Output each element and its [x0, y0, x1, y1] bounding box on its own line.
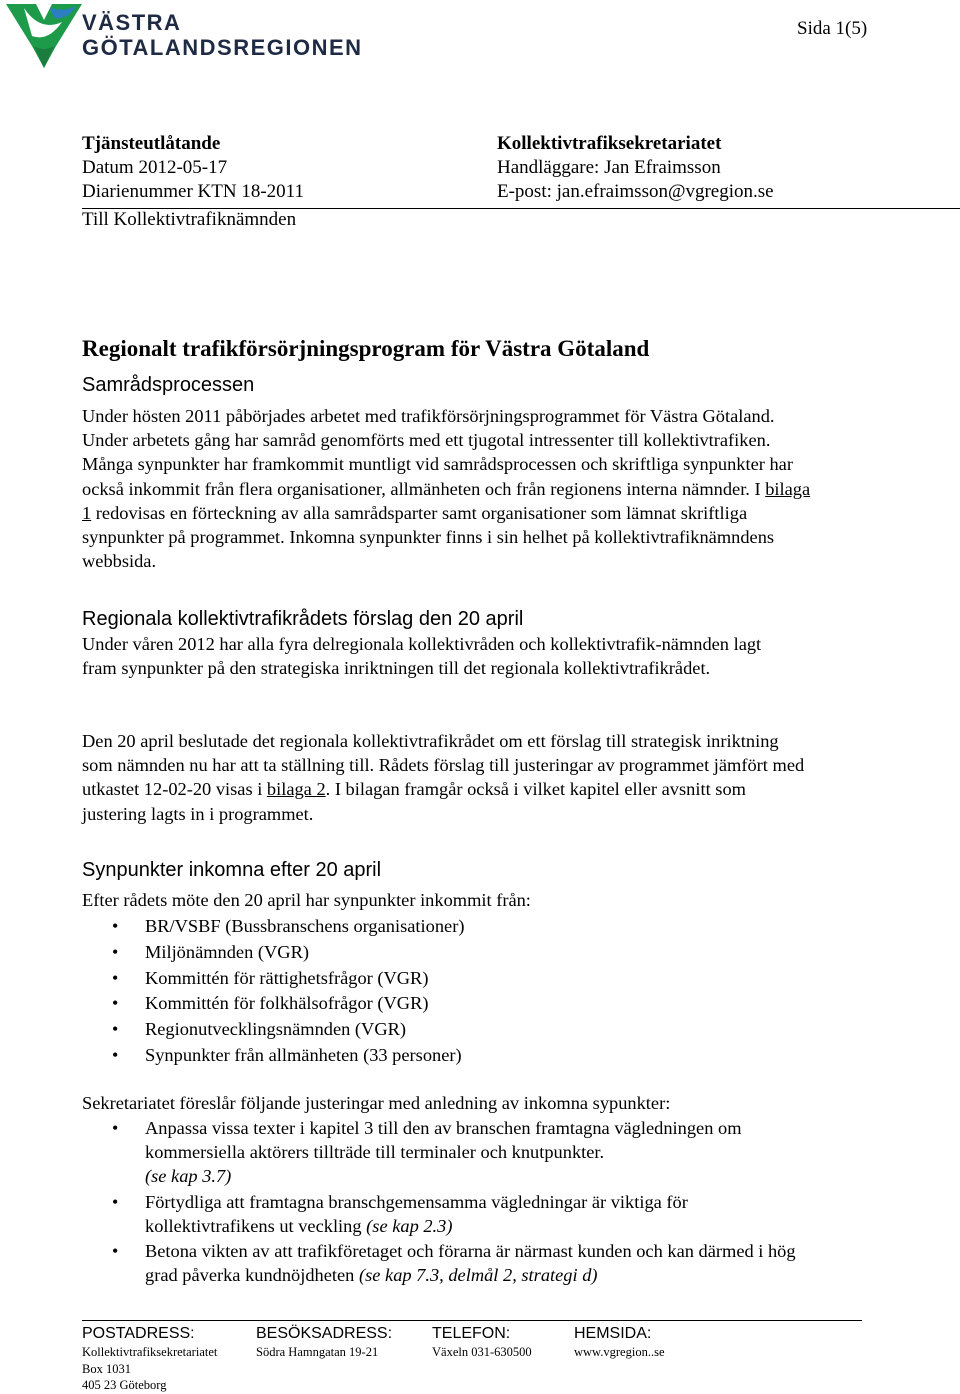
visit-label: BESÖKSADRESS:: [256, 1325, 393, 1342]
synpunkter-intro: Efter rådets möte den 20 april har synpunkter inkommit från:: [82, 890, 531, 910]
web-value[interactable]: www.vgregion..se: [574, 1345, 665, 1359]
org-name-line1: VÄSTRA: [82, 10, 182, 35]
diary-number: Diarienummer KTN 18-2011: [82, 181, 304, 202]
section-heading-synpunkter: Synpunkter inkomna efter 20 april: [82, 859, 382, 881]
section-heading-samrad: Samrådsprocessen: [82, 374, 255, 396]
section-heading-forslag: Regionala kollektivtrafikrådets förslag den 20 april: [82, 608, 524, 630]
page-number: Sida 1(5): [797, 18, 868, 39]
text-span: redovisas en förteckning av alla samrådsparter samt organisationer som lämnat skriftliga synpunkter på programmet. Inkomna synpunkter finns i sin helhet på kollektivtrafiknämndens webbsida.: [82, 502, 775, 572]
proposal-text: Förtydliga att framtagna branschgemensamma vägledningar är viktiga för kollektivtrafikens ut veckling: [145, 1191, 688, 1236]
text-span: Under hösten 2011 påbörjades arbetet med trafikförsörjningsprogrammet för Västra Götaland. Under arbetets gång har samråd genomförts med ett tjugotal intressenter till kollektivtrafiken. Många synpunkter har framkommit muntligt vid samrådsprocessen och skriftliga synpunkter har också inkommit från flera organisationer, allmänheten och från regionens interna nämnder. I: [82, 406, 793, 499]
proposal-intro: Sekretariatet föreslår följande justeringar med anledning av inkomna sypunkter:: [82, 1093, 671, 1113]
list-item: [82, 1239, 802, 1287]
doc-type: Tjänsteutlåtande: [82, 133, 221, 154]
postal-line: 405 23 Göteborg: [82, 1378, 167, 1392]
proposal-list: [82, 1116, 802, 1287]
doc-date: Datum 2012-05-17: [82, 157, 228, 178]
proposal-ref: (se kap 3.7): [145, 1166, 232, 1187]
meta-right: [497, 132, 774, 204]
synpunkter-list: [82, 914, 822, 1069]
postal-line: Kollektivtrafiksekretariatet: [82, 1345, 218, 1359]
proposal-ref: (se kap 7.3, delmål 2, strategi d): [358, 1265, 598, 1286]
bilaga-2-link[interactable]: bilaga 2: [266, 779, 326, 800]
section1-paragraph: [82, 404, 812, 573]
postal-label: POSTADRESS:: [82, 1325, 195, 1342]
postal-line: Box 1031: [82, 1361, 131, 1376]
list-item: [82, 1190, 802, 1238]
list-item: • Kommittén för rättighetsfrågor (VGR): [82, 966, 822, 990]
document-title: Regionalt trafikförsörjningsprogram för Västra Götaland: [82, 336, 650, 361]
phone-value: Växeln 031-630500: [432, 1345, 532, 1359]
proposal-text: Anpassa vissa texter i kapitel 3 till den av branschen framtagna vägledningen om kommersiella aktörers tillträde till terminaler och knutpunkter.: [145, 1118, 742, 1163]
org-name: [82, 12, 363, 59]
text-span: . I bilagan framgår också i vilket kapitel eller avsnitt som justering lagts in i programmet.: [82, 779, 746, 824]
list-item: [82, 1116, 802, 1189]
phone-label: TELEFON:: [432, 1325, 511, 1342]
proposal-text: Betona vikten av att trafikföretaget och förarna är närmast kunden och kan därmed i hög grad påverka kundnöjdheten: [145, 1241, 796, 1286]
header-rule: [82, 208, 960, 209]
proposal-ref: (se kap 2.3): [366, 1215, 453, 1236]
footer-postal: [82, 1324, 217, 1394]
list-item: • Synpunkter från allmänheten (33 personer): [82, 1043, 822, 1067]
org-name-line2: GÖTALANDSREGIONEN: [82, 35, 363, 60]
handler: Handläggare: Jan Efraimsson: [497, 157, 721, 178]
section2-paragraph-2: [82, 729, 807, 826]
meta-left: [82, 132, 304, 232]
footer-visit: [256, 1324, 392, 1361]
footer-rule: [82, 1320, 862, 1321]
department: Kollektivtrafiksekretariatet: [497, 133, 722, 154]
recipient: Till Kollektivtrafiknämnden: [82, 209, 297, 230]
visit-value: Södra Hamngatan 19-21: [256, 1345, 379, 1359]
list-item: • Kommittén för folkhälsofrågor (VGR): [82, 991, 822, 1015]
section2-paragraph-1: Under våren 2012 har alla fyra delregionala kollektivråden och kollektivtrafik-nämnden lagt fram synpunkter på den strategiska inriktningen till det regionala kollektivtrafikrådet.: [82, 634, 762, 679]
web-label: HEMSIDA:: [574, 1325, 652, 1342]
vgr-logo-mark-icon: [6, 4, 82, 68]
list-item: • Regionutvecklingsnämnden (VGR): [82, 1017, 822, 1041]
list-item: • BR/VSBF (Bussbranschens organisationer): [82, 914, 822, 938]
bilaga-1-link[interactable]: bilaga 1: [82, 478, 811, 523]
email: E-post: jan.efraimsson@vgregion.se: [497, 181, 774, 202]
footer-web: [574, 1324, 665, 1361]
text-span: Den 20 april beslutade det regionala kollektivtrafikrådet om ett förslag till strategisk inriktning som nämnden nu har att ta ställning till. Rådets förslag till justeringar av programmet jämfört med utkastet 12-02-20 visas i: [82, 731, 805, 800]
footer-phone: [432, 1324, 532, 1361]
list-item: • Miljönämnden (VGR): [82, 940, 822, 964]
